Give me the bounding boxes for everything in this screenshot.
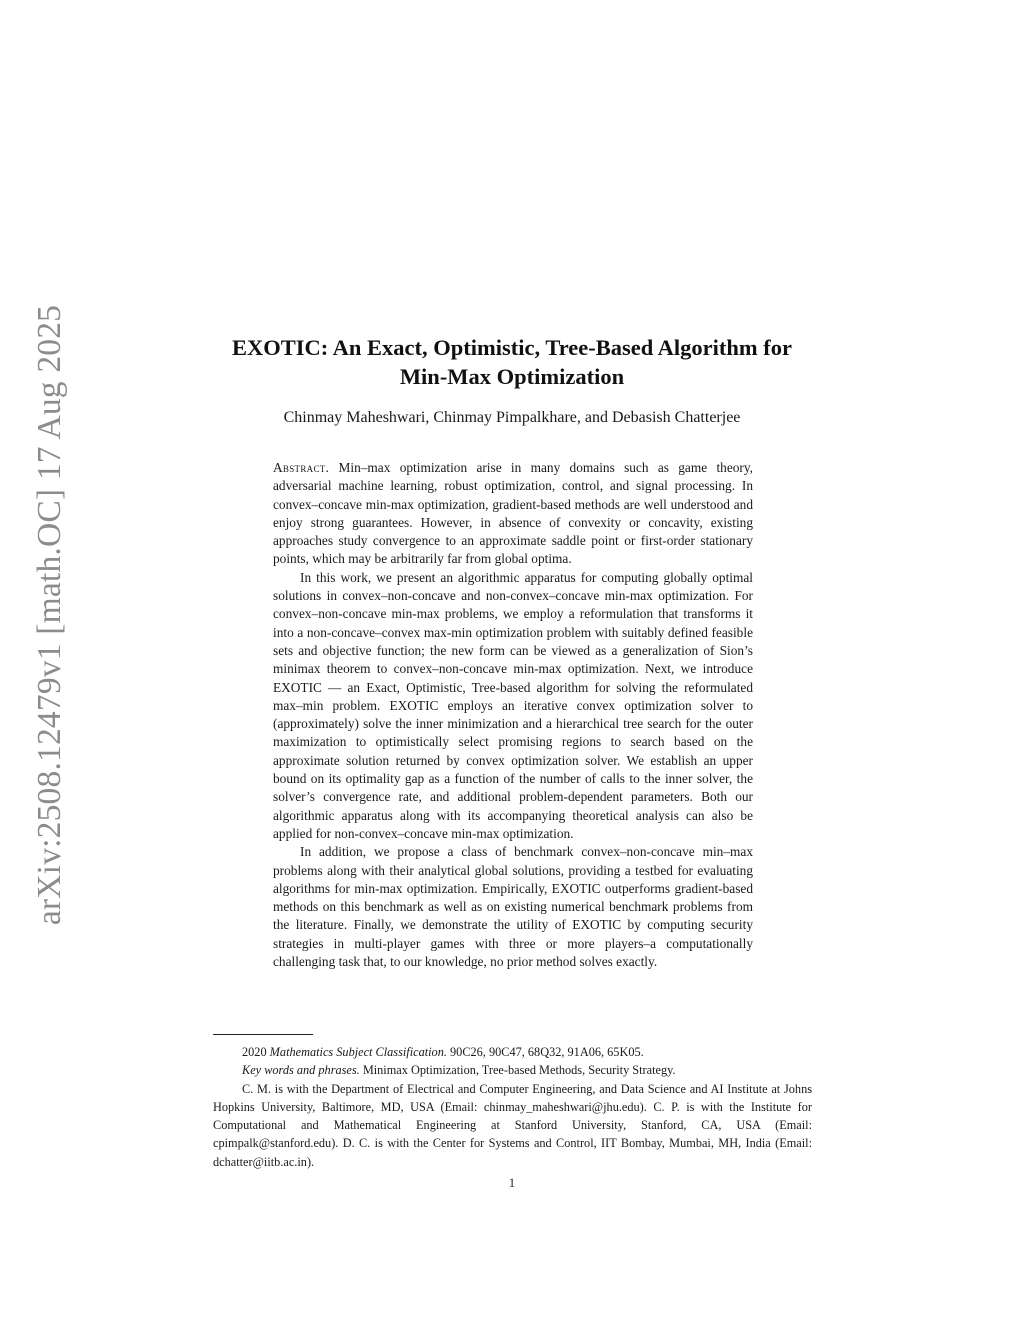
msc-codes: 90C26, 90C47, 68Q32, 91A06, 65K05. (450, 1045, 644, 1059)
page-number: 1 (508, 1176, 516, 1190)
msc-year: 2020 (242, 1045, 267, 1059)
keywords-text: Minimax Optimization, Tree-based Methods, Security Strategy. (362, 1063, 676, 1078)
paper-title (200, 333, 824, 391)
footnote-affiliations: C. M. is with the Department of Electrical and Computer Engineering, and Data Science and AI Institute at Johns Hopkins University, Baltimore, MD, USA (Email: chinmay_maheshwari@jhu.edu). C. P. is with the Institute for Computational and Mathematical Engineering at Stanford University, Stanford, CA, USA (Email: cpimpalk@stanford.edu). D. C. is with the Center for Systems and Control, IIT Bombay, Mumbai, MH, India (Email: dchatter@iitb.ac.in). (213, 1081, 812, 1169)
footnote-msc (213, 1043, 812, 1061)
paper-title-line-2: Min-Max Optimization (399, 364, 625, 389)
abstract-paragraph-2: In this work, we present an algorithmic apparatus for computing globally optimal solutions in convex–non-concave and non-convex–concave min-max optimization. For convex–non-concave min-max problems, we employ a reformulation that transforms it into a non-concave–convex max-min optimization problem with suitably defined feasible sets and objective function; the new form can be viewed as a generalization of Sion’s minimax theorem to convex–non-concave min-max optimization. Next, we introduce EXOTIC — an Exact, Optimistic, Tree-based algorithm for solving the reformulated max–min problem. EXOTIC employs an iterative convex optimization solver to (approximately) solve the inner minimization and a hierarchical tree search for the outer maximization to optimistically select promising regions to search based on the approximate solution returned by convex optimization solver. We establish an upper bound on its optimality gap as a function of the number of calls to the inner solver, the solver’s convergence rate, and additional problem-dependent parameters. Both our algorithmic apparatus along with its accompanying theoretical analysis can also be applied for non-convex–concave min-max optimization. (273, 569, 753, 841)
msc-label: Mathematics Subject Classification. (269, 1045, 447, 1059)
abstract-paragraph-1 (273, 459, 753, 569)
abstract-paragraph-1-text: Min–max optimization arise in many domains such as game theory, adversarial machine learning, robust optimization, control, and signal processing. In convex–concave min-max optimization, gradient-based methods are well understood and enjoy strong guarantees. However, in absence of convexity or concavity, existing approaches study convergence to an approximate saddle point or first-order stationary points, which may be arbitrarily far from global optima. (273, 460, 753, 567)
paper-title-line-1: EXOTIC: An Exact, Optimistic, Tree-Based Algorithm for (232, 335, 792, 360)
abstract-label: Abstract. (273, 460, 330, 475)
abstract-paragraph-3: In addition, we propose a class of benchmark convex–non-concave min–max problems along with their analytical global solutions, providing a testbed for evaluating algorithms for min-max optimization. Empirically, EXOTIC outperforms gradient-based methods on this benchmark as well as on existing numerical benchmark problems from the literature. Finally, we demonstrate the utility of EXOTIC by computing security strategies in multi-player games with three or more players–a computationally challenging task that, to our knowledge, no prior method solves exactly. (273, 844, 753, 970)
abstract-section (273, 459, 753, 971)
keywords-label: Key words and phrases. (242, 1063, 360, 1078)
footnote-keywords (213, 1061, 812, 1079)
author-list: Chinmay Maheshwari, Chinmay Pimpalkhare, and Debasish Chatterjee (283, 409, 741, 426)
footnotes-section (213, 1043, 812, 1171)
footnote-divider (213, 1034, 313, 1035)
arxiv-identifier-stamp: arXiv:2508.12479v1 [math.OC] 17 Aug 2025 (31, 304, 68, 926)
